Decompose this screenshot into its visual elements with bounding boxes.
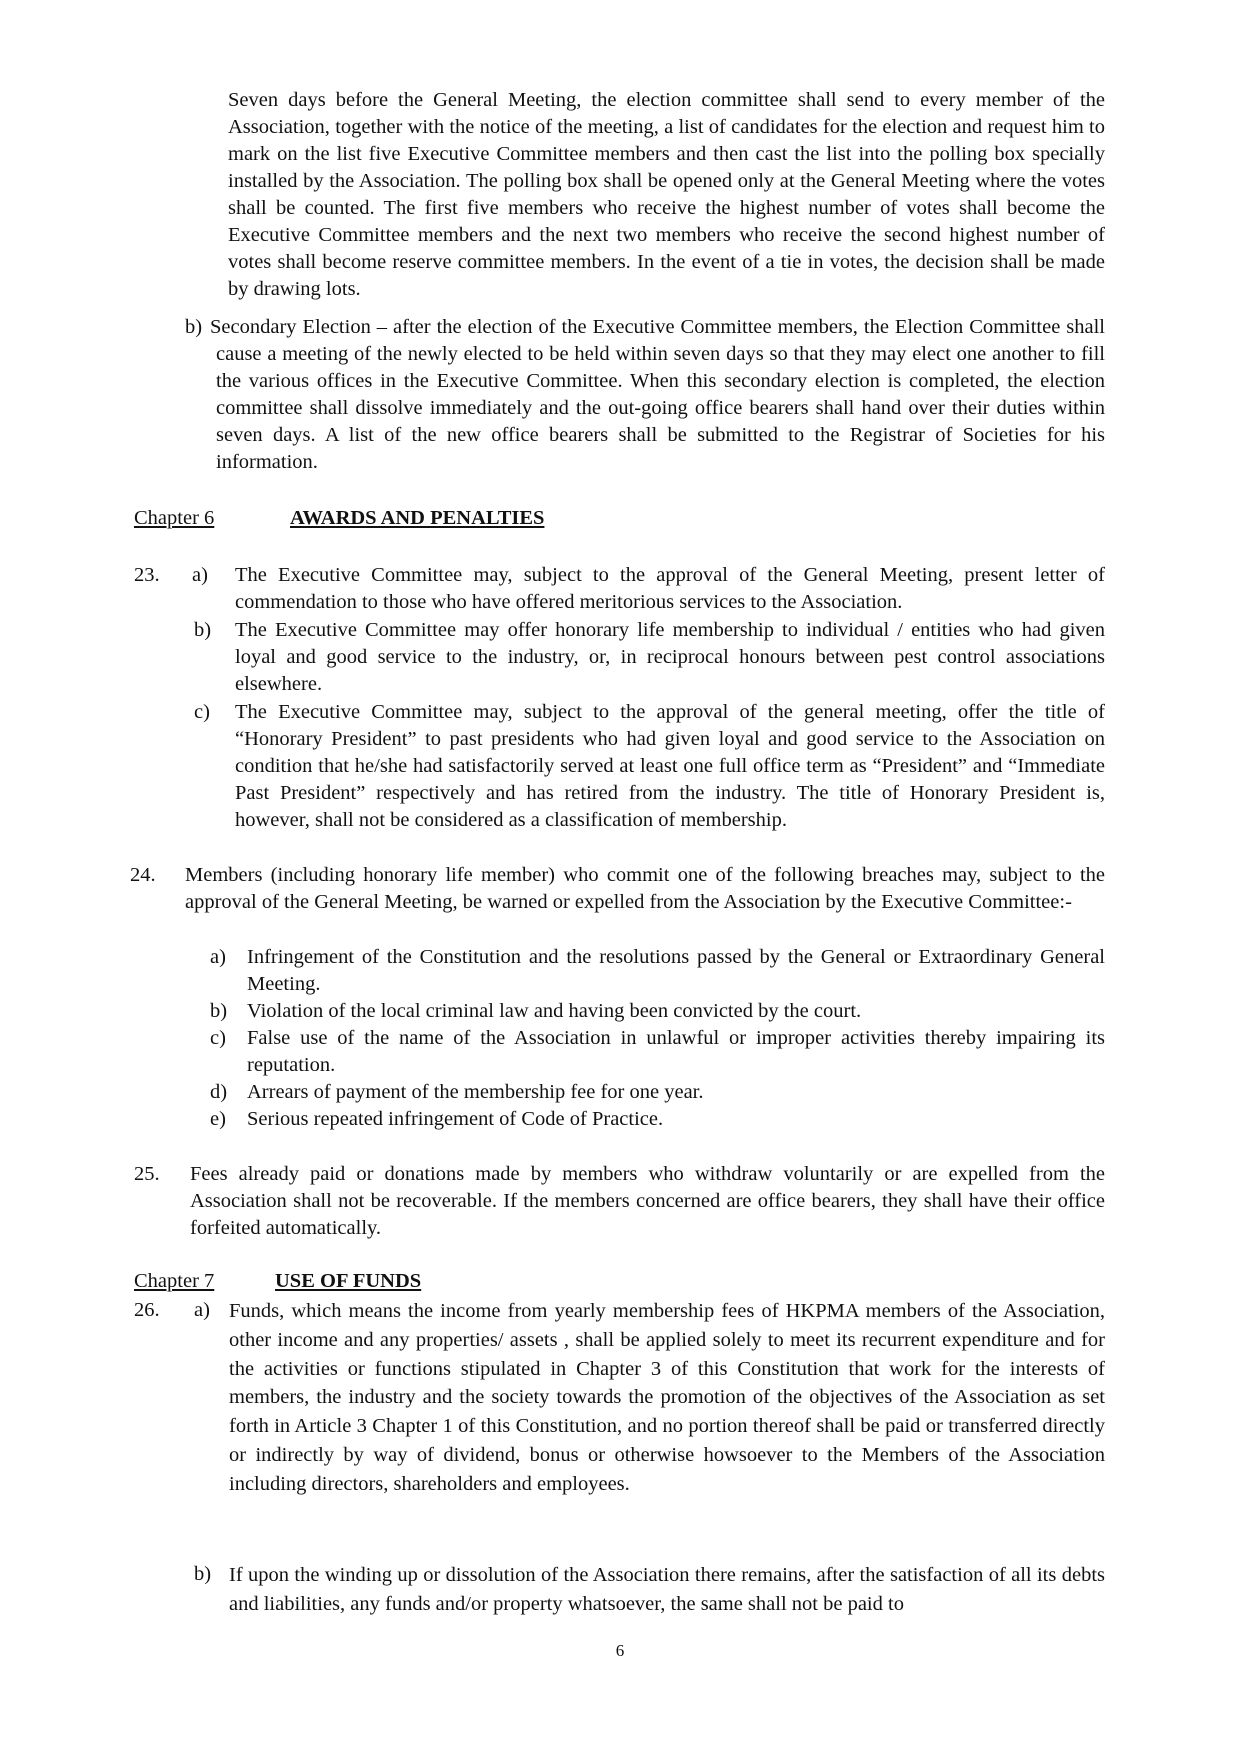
article-26b-text: If upon the winding up or dissolution of the Association there remains, after the satisfaction of all its debts and liabilities, any funds and/or property whatsoever, the same shall not be paid to: [229, 1564, 1105, 1615]
article-26a-label: a): [194, 1299, 210, 1321]
election-paragraph: Seven days before the General Meeting, the election committee shall send to every member of the Association, together with the notice of the meeting, a list of candidates for the election and request him to mark on the list five Executive Committee members and then cast the list into the polling box specially installed by the Association. The polling box shall be opened only at the General Meeting where the votes shall be counted. The first five members who receive the highest number of votes shall become the Executive Committee members and the next two members who receive the second highest number of votes shall become reserve committee members. In the event of a tie in votes, the decision shall be made by drawing lots.: [228, 89, 1105, 300]
article-23a-label: a): [192, 564, 208, 586]
article-24e-label: e): [210, 1108, 226, 1130]
article-23c-label: c): [194, 701, 210, 723]
article-24b-text: Violation of the local criminal law and having been convicted by the court.: [247, 1000, 862, 1022]
article-24a-text: Infringement of the Constitution and the resolutions passed by the General or Extraordinary General Meeting.: [247, 946, 1105, 995]
article-23-number: 23.: [134, 564, 160, 586]
article-24d-label: d): [210, 1081, 228, 1103]
article-24d-text: Arrears of payment of the membership fee for one year.: [247, 1081, 704, 1103]
article-23c-text: The Executive Committee may, subject to the approval of the general meeting, offer the title of “Honorary President” to past presidents who had given loyal and good service to the Association on condition that he/she had satisfactorily served at least one full office term as “President” and “Immediate Past President” respectively and has retired from the industry. The title of Honorary President is, however, shall not be considered as a classification of membership.: [235, 701, 1105, 831]
article-24a-label: a): [210, 946, 226, 968]
chapter-6-title: AWARDS AND PENALTIES: [290, 507, 545, 529]
article-24c-text: False use of the name of the Association in unlawful or improper activities thereby impairing its reputation.: [247, 1027, 1105, 1076]
article-23a-text: The Executive Committee may, subject to the approval of the General Meeting, present letter of commendation to those who have offered meritorious services to the Association.: [235, 564, 1105, 613]
article-24c-label: c): [210, 1027, 226, 1049]
secondary-election-label: b): [185, 316, 203, 338]
article-23b-label: b): [194, 619, 212, 641]
article-24b-label: b): [210, 1000, 228, 1022]
chapter-7-label: Chapter 7: [134, 1270, 215, 1292]
article-24e-text: Serious repeated infringement of Code of Practice.: [247, 1108, 664, 1130]
chapter-7-title: USE OF FUNDS: [275, 1270, 422, 1292]
article-23b-text: The Executive Committee may offer honorary life membership to individual / entities who had given loyal and good service to the industry, or, in reciprocal honours between pest control associations elsewhere.: [235, 619, 1105, 695]
article-24-number: 24.: [130, 864, 156, 886]
article-25-number: 25.: [134, 1163, 160, 1185]
chapter-6-label: Chapter 6: [134, 507, 215, 529]
article-24-intro: Members (including honorary life member) who commit one of the following breaches may, subject to the approval of the General Meeting, be warned or expelled from the Association by the Executive Committee:-: [185, 864, 1105, 913]
page-number: 6: [615, 1641, 625, 1660]
article-26-number: 26.: [134, 1299, 160, 1321]
article-25-text: Fees already paid or donations made by members who withdraw voluntarily or are expelled from the Association shall not be recoverable. If the members concerned are office bearers, they shall have their office forfeited automatically.: [190, 1163, 1105, 1239]
secondary-election-text: Secondary Election – after the election of the Executive Committee members, the Election Committee shall cause a meeting of the newly elected to be held within seven days so that they may elect one another to fill the various offices in the Executive Committee. When this secondary election is completed, the election committee shall dissolve immediately and the out-going office bearers shall hand over their duties within seven days. A list of the new office bearers shall be submitted to the Registrar of Societies for his information.: [210, 316, 1105, 473]
article-26a-text: Funds, which means the income from yearly membership fees of HKPMA members of the Association, other income and any properties/ assets , shall be applied solely to meet its recurrent expenditure and for the activities or functions stipulated in Chapter 3 of this Constitution that work for the interests of members, the industry and the society towards the promotion of the objectives of the Association as set forth in Article 3 Chapter 1 of this Constitution, and no portion thereof shall be paid or transferred directly or indirectly by way of dividend, bonus or otherwise howsoever to the Members of the Association including directors, shareholders and employees.: [229, 1300, 1105, 1495]
article-26b-label: b): [194, 1563, 212, 1585]
